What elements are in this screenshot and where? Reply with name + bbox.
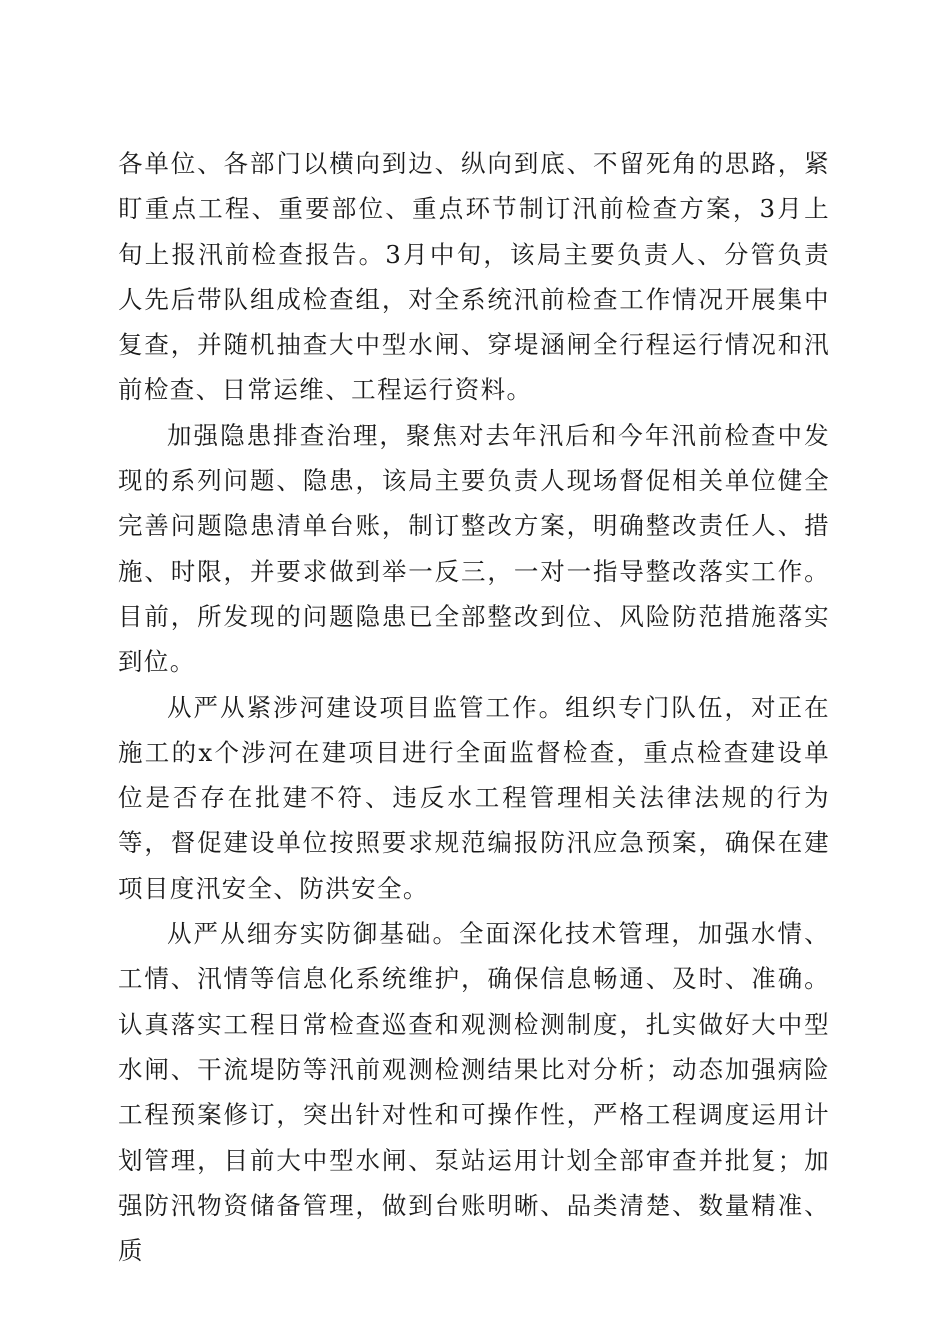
paragraph-4: 从严从细夯实防御基础。全面深化技术管理，加强水情、工情、汛情等信息化系统维护，确保信息畅通、及时、准确。认真落实工程日常检查巡查和观测检测制度，扎实做好大中型水闸、干流堤防等汛前观测检测结果比对分析；动态加强病险工程预案修订，突出针对性和可操作性，严格工程调度运用计划管理，目前大中型水闸、泵站运用计划全部审查并批复；加强防汛物资储备管理，做到台账明晰、品类清楚、数量精准、质 bbox=[118, 919, 830, 1266]
document-body bbox=[118, 141, 830, 1273]
paragraph-3: 从严从紧涉河建设项目监管工作。组织专门队伍，对正在施工的x个涉河在建项目进行全面监督检查，重点检查建设单位是否存在批建不符、违反水工程管理相关法律法规的行为等，督促建设单位按照要求规范编报防汛应急预案，确保在建项目度汛安全、防洪安全。 bbox=[118, 692, 830, 903]
paragraph-1: 各单位、各部门以横向到边、纵向到底、不留死角的思路，紧盯重点工程、重要部位、重点环节制订汛前检查方案，3月上旬上报汛前检查报告。3月中旬，该局主要负责人、分管负责人先后带队组成检查组，对全系统汛前检查工作情况开展集中复查，并随机抽查大中型水闸、穿堤涵闸全行程运行情况和汛前检查、日常运维、工程运行资料。 bbox=[118, 149, 830, 405]
paragraph-2: 加强隐患排查治理，聚焦对去年汛后和今年汛前检查中发现的系列问题、隐患，该局主要负责人现场督促相关单位健全完善问题隐患清单台账，制订整改方案，明确整改责任人、措施、时限，并要求做到举一反三，一对一指导整改落实工作。目前，所发现的问题隐患已全部整改到位、风险防范措施落实到位。 bbox=[118, 420, 830, 677]
